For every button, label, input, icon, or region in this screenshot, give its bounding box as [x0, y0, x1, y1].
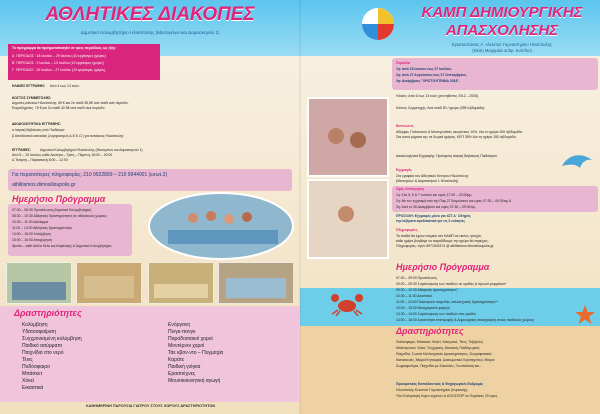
activity-18: Ερασιτέχνες: [168, 371, 196, 377]
right-schedule-8: 14:00 – 16:00 Δυνατότητα επιστροφής & Δημιουργική απασχόληση στους παιδικούς χώρους: [396, 318, 535, 322]
left-schedule-1: 07:30 – 08:30 Προσέλευση (Δημοτικό Κολυμβητήριο): [12, 208, 92, 212]
right-activities-1: Ποδόσφαιρο, Μπάσκετ, Βόλεϊ, Χάντμπολ, Τένις, Τοξοβολή: [396, 340, 483, 344]
right-subtitle-line-1: Εγκαταστάσεις Α΄ κλειστού Γυμναστηρίου Ηλιούπολης: [452, 42, 552, 47]
right-activities-2: Μπάντμιντον, Χόκεϊ, Συγχορική, Μουσική, Παιδαγωγικά,: [396, 346, 480, 350]
right-schedule-1: 07:00 – 09:00 Προσέλευση: [396, 276, 437, 280]
reg-line-3: & Τετάρτη – Παρασκευή 8:00 – 12:00: [12, 158, 68, 162]
reg-line-1: Δημοτικό Κολυμβητήριο Ηλιούπολης (Μεσογείων και Δαμασκηνού 1): [40, 148, 143, 152]
docs-label: ΔΙΚΑΙΟΛΟΓΗΤΙΚΑ ΕΓΓΡΑΦΗΣ:: [12, 122, 62, 126]
right-period-2: 2η: από 27 Αυγούστου έως 07 Σεπτεμβρίου,: [396, 73, 467, 77]
activity-5: Παιχνίδια στο νερό: [22, 350, 64, 356]
right-periods-label: Περίοδοι: [396, 61, 411, 65]
right-note-line: την Ιαξέρετα εφοδιαστικά για τις 3 ενότητες: [396, 219, 466, 223]
right-discounts-label: Εκπτώσεις: [396, 124, 414, 128]
left-schedule-3: 10:30 – 11:00 Διάλειμμα: [12, 220, 49, 224]
right-title-line-2: ΑΠΑΣΧΟΛΗΣΗΣ: [445, 22, 559, 39]
crab-icon: [330, 292, 364, 316]
right-discounts-1: Αδέρφια, Πολύτεκνοι & Μονογονεϊκές οικογένειες 10%, όλο το ημέρα 200 /εβδομάδα.: [396, 130, 523, 134]
right-footer-3: *Στο Κολυμπητή Καμπ ισχύουν οι ΑΞΙΟΣΠΟΡ τα Ουράνιας 20 ώρες.: [396, 394, 499, 398]
right-info-label: Πληροφορίες: [396, 228, 418, 232]
right-period-1: 1η: από 18 Ιουνίου έως 27 Ιουλίου,: [396, 67, 452, 71]
activity-19: Μουσικοκινητική αγωγή: [168, 378, 221, 384]
left-schedule-5: 14:00 – 15:00 Κολύμβηση: [12, 232, 51, 236]
left-schedule-6: 15:00 – 16:00 Αποχώρηση: [12, 238, 52, 242]
activity-8: Μπάσκετ: [22, 371, 43, 377]
right-schedule-title: Ημερήσιο Πρόγραμμα: [396, 262, 490, 272]
activity-16: Καράτε: [168, 357, 185, 363]
right-note-label: ΠΡΟΣΟΧΗ: Εγγραφές μόνο για 4ΣΤ Α΄ Οδηγίες: [396, 214, 471, 218]
right-activities-5: Ζωγραφολόγοι, Παιχνίδια με Σακούλες, Γεωπολιτική και...: [396, 364, 482, 368]
activity-10: Εικαστικά: [22, 385, 44, 391]
photo-gym-kids-1: [6, 262, 72, 304]
right-docs: Δικαιολογητικά Εγγραφής: Πρόσφατη Ιατρική Βεβαίωση Παιδιάτρου.: [396, 154, 498, 158]
photo-camp-children: [306, 96, 390, 260]
activity-11: Ενόργανη: [168, 322, 191, 328]
right-discounts-2: Στα κοινά ρήματα της σε δωρεά ημέρας, ΚΕΠ 35% όλο τη ημέρα 150 /εβδομάδα.: [396, 135, 517, 139]
right-schedule-6: 13:00 – 13:30 Μεσημεριανό φαγητό: [396, 306, 450, 310]
starfish-icon: [574, 304, 596, 326]
reg-line-2: Από 5 – 15 Ιουνίου, κάθε Δευτέρα – Τρίτη – Πέμπτη, 16:00 – 20:00: [12, 153, 113, 157]
left-title: ΑΘΛΗΤΙΚΕΣ ΔΙΑΚΟΠΕΣ: [45, 4, 255, 25]
right-schedule-2: 09:00 – 09:30 Συγκέντρωση των παιδιών σε ομάδες & πρωινό ρεφρέσκο*: [396, 282, 507, 286]
activity-15: Τάε κβον-ντο – Πυγμαχία: [168, 350, 224, 356]
activity-14: Μοντέρνοι χοροί: [168, 343, 205, 349]
right-schedule-3: 09:30 – 10:30 Αθλητικές Δραστηριότητες*: [396, 288, 458, 292]
left-footer: ΚΑΘΗΜΕΡΙΝΗ ΠΑΡΟΥΣΙΑ ΓΙΑΤΡΟΥ ΣΤΟΥΣ ΧΩΡΟΥΣ ΔΡΑΣΤΗΡΙΟΤΗΤΩΝ: [86, 404, 216, 408]
right-schedule-5: 11:00 – 13:00 Πολιτισμικά παιχνίδια, καλλιτεχνικές δραστηριότητες**: [396, 300, 498, 304]
right-schedule-4: 10:30 – 11:00 Δεκατιανό: [396, 294, 433, 298]
right-hours-3: 3η: Από το 30 Δεκεμβρίου και ώρες 07:30 – 09:30πμ.: [396, 205, 476, 209]
left-schedule-title: Ημερήσιο Πρόγραμμα: [12, 194, 106, 204]
reg-label: ΕΓΓΡΑΦΕΣ:: [12, 148, 31, 152]
right-activities-4: Κατασκευές, Μικροί Κηπουροί, Διασωματικό Λογοτεχνίτου, Μικροί: [396, 358, 495, 362]
cost-label: ΚΟΣΤΟΣ ΣΥΜΜΕΤΟΧΗΣ:: [12, 96, 52, 100]
right-reg-label: Εγγραφές: [396, 168, 412, 172]
right-info-3: Πληροφορίες: τηλ/ο 6971502474 @ athlitismos.dimosilioupolis.gr: [396, 244, 494, 248]
right-cost: Κόστος Συμμετοχής: Ανά παιδί 50 / ημέρα (25€ /εβδομάδα).: [396, 106, 486, 110]
age-label: ΗΛΙΚΙΕΣ ΕΓΓΡΑΦΗΣ:: [12, 84, 46, 88]
right-footer-1: Προαιρετικές Εκπαιδευτικές & Ψυχαγωγικές Εκδρομές: [396, 382, 484, 386]
photo-gym-kids-2: [76, 262, 142, 304]
activity-13: Παραδοσιακοί χοροί: [168, 336, 213, 342]
right-schedule-7: 13:30 – 14:00 Συγκέντρωση των παιδιών στις ομάδες: [396, 312, 477, 316]
dolphin-icon: [560, 150, 594, 172]
left-schedule-4: 11:00 – 14:00 Αθλητικές δραστηριότητες: [12, 226, 73, 230]
age-text: Από 4 έως 13 ετών.: [50, 84, 80, 88]
docs-line-2: β Αποδεικτικό κατοικίας (λογαριασμός Δ.Ε.Κ.Ο.) για κατοίκους Ηλιούπολης: [12, 134, 124, 138]
right-subtitle-line-2: (Θέση Μαχαμάνι & Βρ. Κυπ/ίου): [472, 48, 532, 53]
docs-line-1: α Ιατρική Βεβαίωση από Παιδίατρο: [12, 128, 65, 132]
info-line: Για περισσότερες πληροφορίες: 210 9922899 – 210 9944001 (εσωτ.2): [12, 172, 168, 178]
left-activities-title: Δραστηριότητες: [14, 308, 82, 318]
right-hours-label: Ώρες Λειτουργίας: [396, 187, 425, 191]
email-link[interactable]: athlitismos.dimosilioupolis.gr: [12, 182, 76, 188]
right-footer-2: Ηλιούπολης Κλειστού Γυμναστηρίου (Κυριακής).: [396, 388, 469, 392]
photo-group-swimming-pool: [148, 192, 294, 260]
left-schedule-7: Sports – café Δίπλα Κέλυ και Καφέλικής & Δημοτικό Κολυμβητήριο: [12, 244, 112, 248]
beach-ball-icon: [360, 6, 396, 42]
right-reg-2: (Μεσογείων & Δαμασκηνού 1 Ηλιούπολη): [396, 179, 459, 183]
left-schedule-2: 08:30 – 10:30 Αθλητικές δραστηριότητες σε αθλητικούς χώρους: [12, 214, 107, 218]
activity-6: Τένις: [22, 357, 33, 363]
left-subtitle: Δημοτικό Κολυμβητήριο Ηλιούπολης (Μεσογείων και Δαμασκηνού 1): [80, 30, 220, 35]
periods-intro: Το πρόγραμμα θα πραγματοποιηθεί σε τρεις περιόδους ως εξής:: [12, 46, 117, 50]
period-c: Γ΄ ΠΕΡΙΟΔΟΣ : 16 Ιουλίου – 27 Ιουλίου (10 εργάσιμες ημέρες): [12, 68, 106, 72]
period-b: Β΄ ΠΕΡΙΟΔΟΣ : 2 Ιουλίου – 13 Ιουλίου (10 εργάσιμες ημέρες): [12, 61, 104, 65]
activity-3: Συγχρονισμένη κολύμβηση: [22, 336, 82, 342]
right-hours-1: 1η: Στις 5, 6 & 7 Ιουνίου και ώρες 17:00 – 20:00μμ,: [396, 193, 473, 197]
right-period-3: 3η: Δεκέμβριος "ΧΡΙΣΤΟΥΓΕΝΝΑ 2018".: [396, 79, 460, 83]
cost-line-2: Ετεροδημότες: 75 € και 2ο παιδί 42,5€ ανά παιδί ανά περίοδο.: [12, 106, 106, 110]
right-reg-1: Στα γραφεία του Αθλητικού Κέντρου Ηλιούπολης: [396, 174, 469, 178]
activity-7: Ποδόσφαιρο: [22, 364, 50, 370]
activity-17: Παιδική γιόγκα: [168, 364, 201, 370]
photo-gym-kids-4: [218, 262, 294, 304]
photo-gym-kids-3: [148, 262, 214, 304]
right-activities-3: Παιχνίδια, Σωστά Καλλιτεχνικές Δραστηριότητες, Ζωγραφιστικές: [396, 352, 492, 356]
activity-12: Πινγκ-πονγκ: [168, 329, 196, 335]
cost-line-1: Δημότες-κάτοικοι Ηλιούπολης: 65 € και 2ο παιδί 35,5€ ανά παιδί ανά περίοδο.: [12, 101, 129, 105]
right-activities-title: Δραστηριότητες: [396, 326, 464, 336]
right-info-2: κάθε ημέρα βοηθάμε να παραδίδουμε την ημέρα θα παρέχεις.: [396, 239, 489, 243]
right-ages: Ηλικίες: Από 6 έως 13 ετών (γεννηθέντες 2012 – 2006).: [396, 94, 480, 98]
right-info-1: Τα παιδιά θα έχουν ατομικό στο ΚΑΜΠ σε εκείνο, ησυχία,: [396, 234, 482, 238]
activity-9: Χόκεϊ: [22, 378, 34, 384]
period-a: Α΄ ΠΕΡΙΟΔΟΣ : 18 Ιουνίου – 29 Ιουνίου (10 εργάσιμες ημέρες): [12, 54, 106, 58]
activity-4: Παιδικό ασύρματο: [22, 343, 63, 349]
right-title-line-1: ΚΑΜΠ ΔΗΜΙΟΥΡΓΙΚΗΣ: [421, 4, 583, 21]
activity-2: Υδατοσφαίριση: [22, 329, 56, 335]
right-hours-2: 2η: Με τον εγγραφή από την Παρ 27 Αυγούστου και ώρες 07:30 – 09:30πμ &: [396, 199, 512, 203]
activity-1: Κολύμβηση: [22, 322, 48, 328]
